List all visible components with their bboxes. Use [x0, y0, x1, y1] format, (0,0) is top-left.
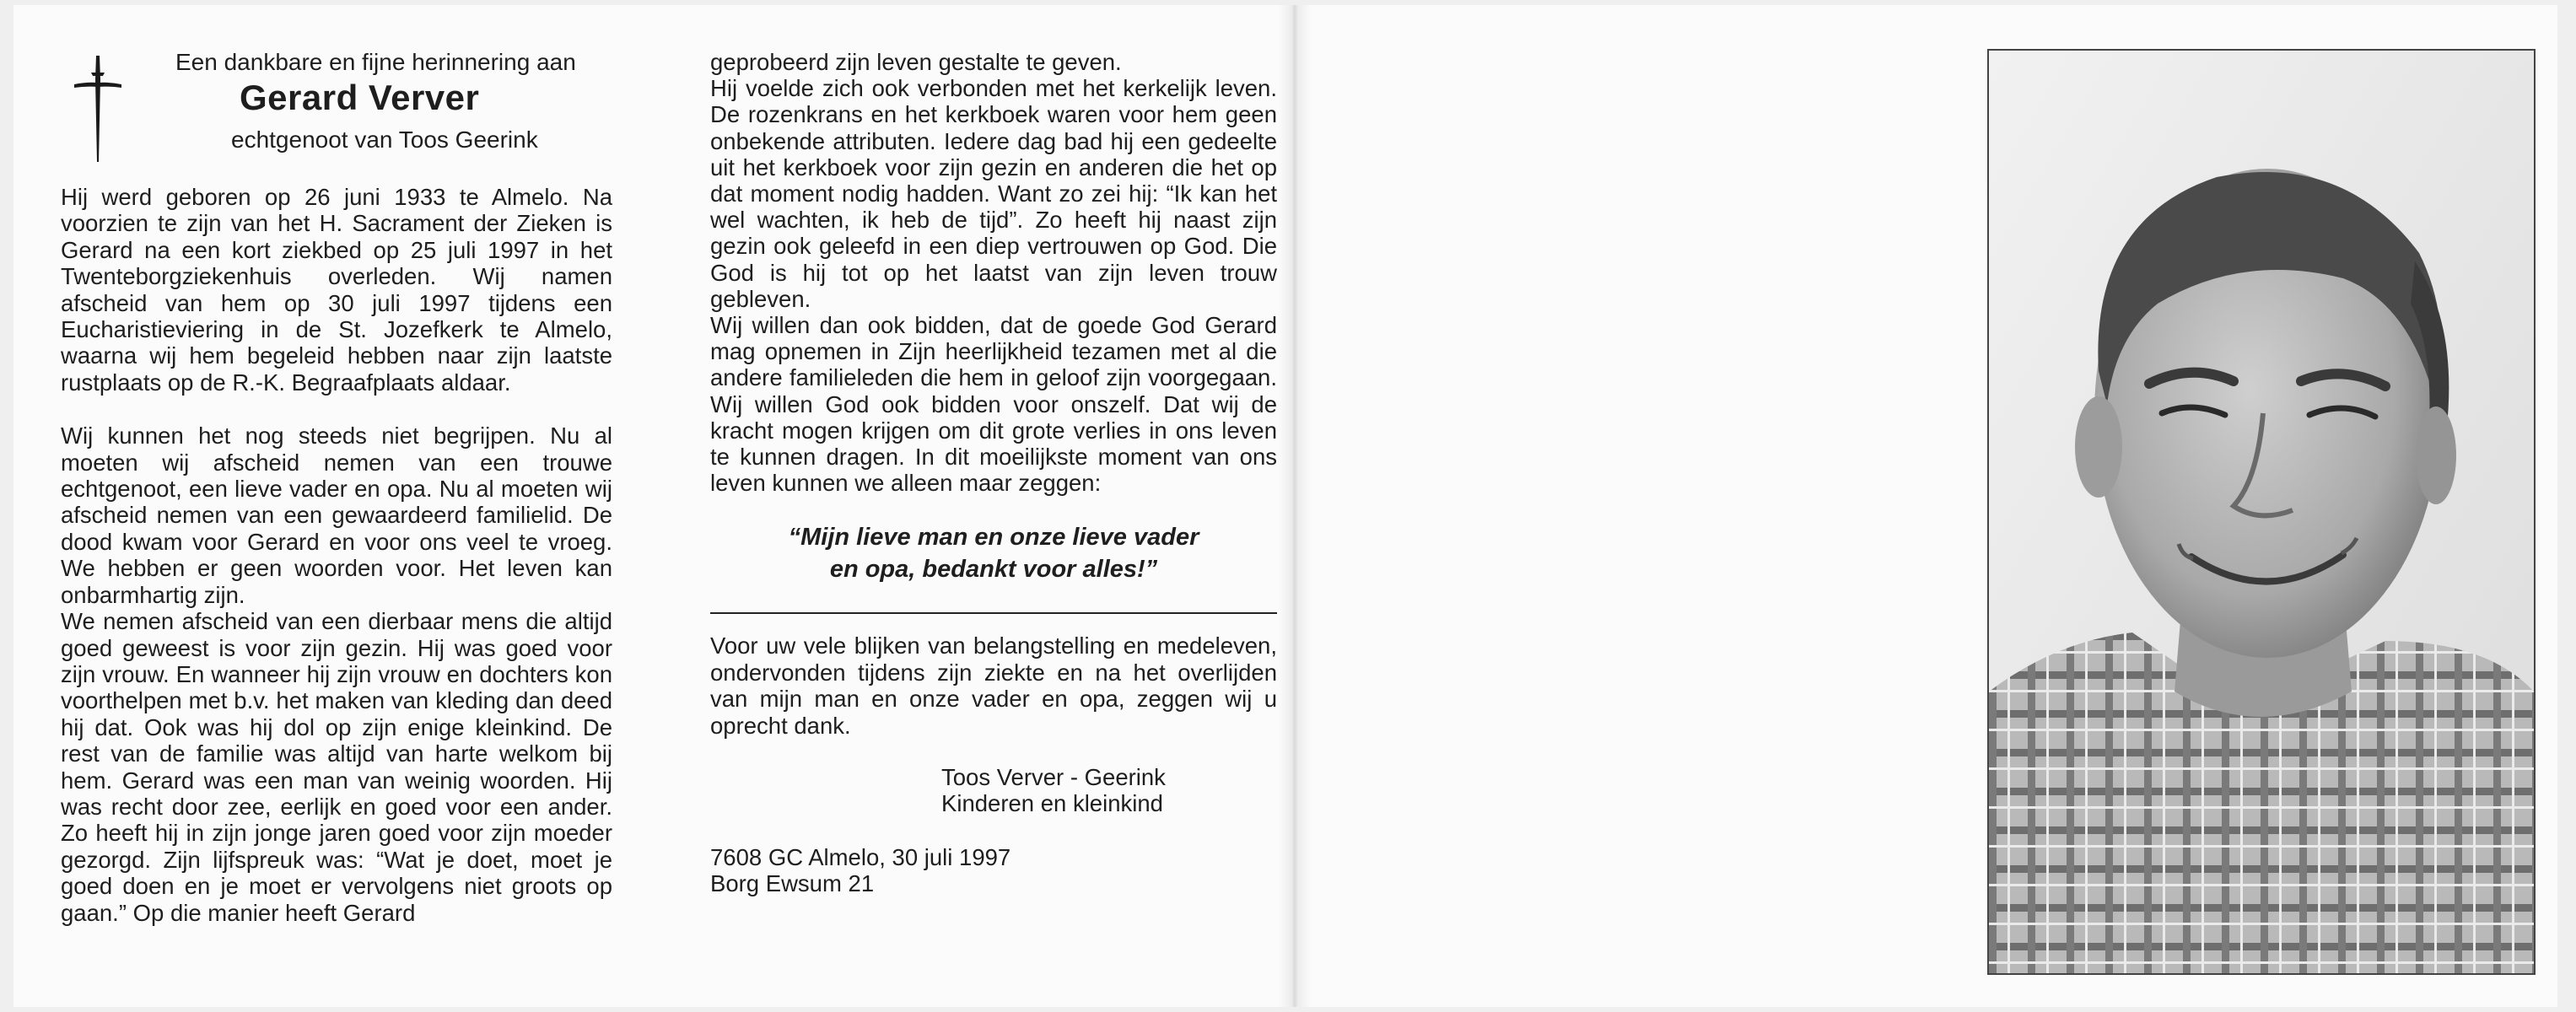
farewell-paragraph: Wij kunnen het nog steeds niet begrijpen. Nu al moeten wij afscheid nemen van een trouwe echtgenoot, een lieve vader en opa. Nu al moeten wij afscheid nemen van een gewaardeerd familielid. De dood kwam voor Gerard en voor ons veel te vroeg. We hebben er geen woorden voor. Het leven kan onbarmhartig zijn.: [61, 423, 612, 608]
character-paragraph: We nemen afscheid van een dierbaar mens die altijd goed geweest is voor zijn gezin. Hij was goed voor zijn vrouw. En wanneer hij zijn vrouw en dochters kon voorthelpen met b.v. het maken van kleding dan deed hij dat. Ook was hij dol op zijn enige kleinkind. De rest van de familie was altijd van harte welkom bij hem. Gerard was een man van weinig woorden. Hij was recht door zee, eerlijk en goed voor een ander. Zo heeft hij in zijn jonge jaren goed voor zijn moeder gezorgd. Zijn lijfspreuk was: “Wat je doet, moet je goed doen en je moet er vervolgens niet groots op gaan.” Op die manier heeft Gerard: [61, 608, 612, 926]
quote-line-2: en opa, bedankt voor alles!”: [829, 556, 1158, 584]
closing-quote: [710, 521, 1277, 585]
signature-family: Kinderen en kleinkind: [941, 790, 1163, 817]
card-header: [61, 44, 612, 162]
prayer-paragraph: Wij willen dan ook bidden, dat de goede God Gerard mag opnemen in Zijn heerlijkheid tezamen met al die andere familieleden die hem in geloof zijn voorgegaan. Wij willen God ook bidden voor onszelf. Dat wij de kracht mogen krijgen om dit grote verlies in ons leven te kunnen dragen. In dit moeilijkste moment van ons leven kunnen we alleen maar zeggen:: [710, 312, 1277, 497]
deceased-name: Gerard Verver: [240, 78, 480, 117]
spouse-line: echtgenoot van Toos Geerink: [231, 126, 538, 153]
latin-cross-icon: [73, 54, 123, 164]
portrait-image: [1989, 51, 2534, 973]
portrait-photo: [1987, 49, 2536, 975]
left-column: [61, 44, 612, 926]
quote-line-1: “Mijn lieve man en onze lieve vader: [788, 524, 1199, 552]
address-city-date: 7608 GC Almelo, 30 juli 1997: [710, 843, 1011, 870]
card-fold: [1279, 5, 1311, 1007]
faith-paragraph: Hij voelde zich ook verbonden met het kerkelijk leven. De rozenkrans en het kerkboek waren voor hem geen onbekende attributen. Iedere dag bad hij een gedeelte uit het kerkboek voor zijn gezin en anderen die het op dat moment nodig hadden. Want zo zei hij: “Ik kan het wel wachten, ik heb de tijd”. Zo heeft hij naast zijn gezin ook geleefd in een diep vertrouwen op God. Die God is hij tot op het laatst van zijn leven trouw gebleven.: [710, 75, 1277, 312]
memorial-card: [13, 5, 2557, 1007]
thanks-paragraph: Voor uw vele blijken van belangstelling en medeleven, ondervonden tijdens zijn ziekte en na het overlijden van mijn man en onze vader en opa, zeggen wij u oprecht dank.: [710, 632, 1277, 739]
divider-rule: [710, 612, 1277, 614]
middle-column: [710, 49, 1277, 897]
address-block: [710, 844, 1277, 897]
signature-block: [941, 764, 1277, 817]
continuation-paragraph: geprobeerd zijn leven gestalte te geven.: [710, 49, 1122, 75]
dedication-line: Een dankbare en fijne herinnering aan: [175, 49, 576, 75]
signature-name: Toos Verver - Geerink: [941, 764, 1166, 791]
biography-paragraph: Hij werd geboren op 26 juni 1933 te Almelo. Na voorzien te zijn van het H. Sacrament der Zieken is Gerard na een kort ziekbed op 25 juli 1997 in het Twenteborgziekenhuis overleden. Wij namen afscheid van hem op 30 juli 1997 tijdens een Eucharistieviering in de St. Jozefkerk te Almelo, waarna wij hem begeleid hebben naar zijn laatste rustplaats op de R.-K. Begraafplaats aldaar.: [61, 184, 612, 396]
address-street: Borg Ewsum 21: [710, 870, 875, 897]
